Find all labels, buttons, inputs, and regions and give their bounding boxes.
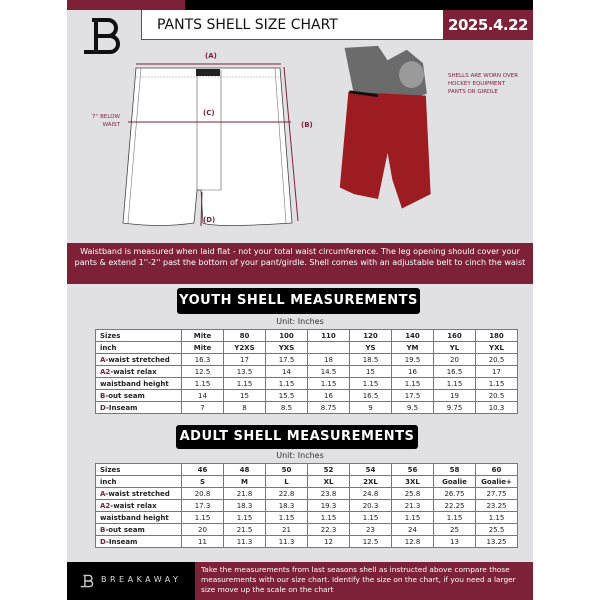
- table-row: [96, 330, 518, 342]
- table-cell: 21: [266, 524, 308, 536]
- table-cell: 12.5: [182, 366, 224, 378]
- table-row: [96, 500, 518, 512]
- table-cell: Mite: [182, 330, 224, 342]
- table-cell: 13.25: [476, 536, 518, 548]
- table-cell: 10.3: [476, 402, 518, 414]
- table-cell: 21.3: [392, 500, 434, 512]
- table-cell: 20.3: [350, 500, 392, 512]
- table-cell: 20: [182, 524, 224, 536]
- table-cell: 22.8: [266, 488, 308, 500]
- table-cell: 22.25: [434, 500, 476, 512]
- row-label: [96, 354, 182, 366]
- date-badge: 2025.4.22: [443, 10, 533, 40]
- table-cell: 26.75: [434, 488, 476, 500]
- table-row: [96, 512, 518, 524]
- row-label: [96, 378, 182, 390]
- table-cell: 9: [350, 402, 392, 414]
- breakaway-logo-icon: [82, 16, 122, 56]
- table-cell: Y2XS: [224, 342, 266, 354]
- page-title: PANTS SHELL SIZE CHART: [141, 10, 443, 40]
- table-cell: 17.5: [392, 390, 434, 402]
- table-cell: 1.15: [266, 512, 308, 524]
- table-cell: XL: [308, 476, 350, 488]
- table-cell: 1.15: [182, 512, 224, 524]
- measure-letter: D: [100, 537, 106, 546]
- table-cell: 20.8: [182, 488, 224, 500]
- table-cell: 7: [182, 402, 224, 414]
- table-cell: YM: [392, 342, 434, 354]
- table-cell: 48: [224, 464, 266, 476]
- measure-letter: A2: [100, 501, 111, 510]
- table-row: [96, 476, 518, 488]
- table-cell: Goalie+: [476, 476, 518, 488]
- label-c: (C): [203, 109, 215, 117]
- measure-letter: D: [100, 403, 106, 412]
- table-cell: 18.3: [266, 500, 308, 512]
- table-row: [96, 464, 518, 476]
- table-cell: Goalie: [434, 476, 476, 488]
- table-cell: 23.25: [476, 500, 518, 512]
- table-cell: 13: [434, 536, 476, 548]
- table-cell: 1.15: [392, 378, 434, 390]
- measure-name: -Inseam: [105, 403, 138, 412]
- table-cell: 19.3: [308, 500, 350, 512]
- table-cell: 18.3: [224, 500, 266, 512]
- table-cell: 11.3: [266, 536, 308, 548]
- table-cell: 16.5: [350, 390, 392, 402]
- table-cell: 2XL: [350, 476, 392, 488]
- row-label: [96, 390, 182, 402]
- table-row: [96, 390, 518, 402]
- table-cell: 160: [434, 330, 476, 342]
- table-cell: 120: [350, 330, 392, 342]
- table-cell: 140: [392, 330, 434, 342]
- table-row: [96, 488, 518, 500]
- table-cell: 27.75: [476, 488, 518, 500]
- table-cell: 1.15: [392, 512, 434, 524]
- table-cell: 15: [224, 390, 266, 402]
- table-cell: 8.5: [266, 402, 308, 414]
- table-cell: Mite: [182, 342, 224, 354]
- table-cell: [308, 342, 350, 354]
- label-d: (D): [203, 216, 216, 224]
- table-cell: 11.3: [224, 536, 266, 548]
- measure-name: -waist stretched: [105, 355, 170, 364]
- table-cell: 46: [182, 464, 224, 476]
- table-cell: 25.8: [392, 488, 434, 500]
- table-cell: 25: [434, 524, 476, 536]
- table-cell: 17.5: [266, 354, 308, 366]
- table-cell: 80: [224, 330, 266, 342]
- table-cell: L: [266, 476, 308, 488]
- measure-letter: A: [100, 489, 106, 498]
- worn-note: SHELLS ARE WORN OVER HOCKEY EQUIPMENT PANTS OR GIRDLE: [448, 73, 519, 95]
- table-cell: 20.5: [476, 354, 518, 366]
- table-cell: 56: [392, 464, 434, 476]
- table-cell: 16: [392, 366, 434, 378]
- table-cell: 23: [350, 524, 392, 536]
- adult-heading: ADULT SHELL MEASUREMENTS: [176, 425, 418, 449]
- table-cell: M: [224, 476, 266, 488]
- table-cell: YL: [434, 342, 476, 354]
- table-cell: 17.3: [182, 500, 224, 512]
- table-cell: S: [182, 476, 224, 488]
- footer-brand: [67, 562, 195, 600]
- table-cell: 1.15: [350, 512, 392, 524]
- label-a: (A): [205, 52, 217, 60]
- table-cell: 22.3: [308, 524, 350, 536]
- row-label: [96, 512, 182, 524]
- row-label: [96, 464, 182, 476]
- table-cell: 18.5: [350, 354, 392, 366]
- table-cell: 9.75: [434, 402, 476, 414]
- brand-name: BREAKAWAY: [101, 575, 182, 584]
- table-row: [96, 342, 518, 354]
- table-cell: 12: [308, 536, 350, 548]
- table-cell: 20.5: [476, 390, 518, 402]
- table-cell: 14: [266, 366, 308, 378]
- table-cell: 58: [434, 464, 476, 476]
- table-cell: 60: [476, 464, 518, 476]
- measure-name: inch: [100, 477, 117, 486]
- measure-letter: B: [100, 525, 106, 534]
- adult-unit: Unit: Inches: [276, 451, 324, 460]
- youth-unit: Unit: Inches: [276, 317, 324, 326]
- table-cell: 20: [434, 354, 476, 366]
- table-cell: 54: [350, 464, 392, 476]
- table-cell: 21.8: [224, 488, 266, 500]
- table-row: [96, 524, 518, 536]
- table-cell: 24: [392, 524, 434, 536]
- table-cell: 17: [476, 366, 518, 378]
- measure-name: -Inseam: [105, 537, 138, 546]
- table-cell: 19.5: [392, 354, 434, 366]
- table-cell: 18: [308, 354, 350, 366]
- table-cell: 50: [266, 464, 308, 476]
- table-cell: 15: [350, 366, 392, 378]
- measure-name: Sizes: [100, 331, 121, 340]
- measure-name: -waist stretched: [105, 489, 170, 498]
- waistband-note: Waistband is measured when laid flat - not your total waist circumference. The leg opening should cover your pants & extend 1''-2'' past the bottom of your pant/girdle. Shell comes with an adjustable belt to cinch the waist: [67, 243, 533, 284]
- measure-name: waistband height: [100, 513, 169, 522]
- table-cell: 1.15: [476, 378, 518, 390]
- row-label: [96, 402, 182, 414]
- table-cell: 1.15: [308, 512, 350, 524]
- table-cell: 16: [308, 390, 350, 402]
- table-cell: YS: [350, 342, 392, 354]
- measure-letter: B: [100, 391, 106, 400]
- below-waist-note: 7'' BELOW WAIST: [91, 114, 120, 128]
- row-label: [96, 366, 182, 378]
- table-cell: 16.3: [182, 354, 224, 366]
- table-cell: 180: [476, 330, 518, 342]
- table-cell: 110: [308, 330, 350, 342]
- table-cell: 1.15: [434, 378, 476, 390]
- table-cell: 12.5: [350, 536, 392, 548]
- youth-heading: YOUTH SHELL MEASUREMENTS: [177, 288, 420, 314]
- row-label: [96, 524, 182, 536]
- table-cell: 14.5: [308, 366, 350, 378]
- measure-name: -out seam: [105, 525, 145, 534]
- table-cell: 1.15: [476, 512, 518, 524]
- table-row: [96, 536, 518, 548]
- table-cell: 1.15: [350, 378, 392, 390]
- table-row: [96, 378, 518, 390]
- top-bar-accent: [67, 0, 185, 10]
- table-row: [96, 354, 518, 366]
- pants-diagram: [120, 50, 320, 235]
- row-label: [96, 342, 182, 354]
- table-cell: 24.8: [350, 488, 392, 500]
- measure-name: -out seam: [105, 391, 145, 400]
- youth-size-table: [95, 329, 518, 414]
- table-cell: YXS: [266, 342, 308, 354]
- table-row: [96, 366, 518, 378]
- breakaway-logo-icon: [80, 572, 94, 590]
- row-label: [96, 330, 182, 342]
- table-cell: 1.15: [224, 512, 266, 524]
- row-label: [96, 536, 182, 548]
- top-bar: [185, 0, 533, 10]
- table-cell: 1.15: [266, 378, 308, 390]
- table-cell: 17: [224, 354, 266, 366]
- row-label: [96, 500, 182, 512]
- row-label: [96, 488, 182, 500]
- measure-name: -waist relax: [110, 501, 157, 510]
- table-cell: YXL: [476, 342, 518, 354]
- measure-letter: A: [100, 355, 106, 364]
- table-cell: 25.5: [476, 524, 518, 536]
- measure-name: waistband height: [100, 379, 169, 388]
- table-cell: 19: [434, 390, 476, 402]
- row-label: [96, 476, 182, 488]
- table-row: [96, 402, 518, 414]
- table-cell: 12.8: [392, 536, 434, 548]
- table-cell: 14: [182, 390, 224, 402]
- table-cell: 13.5: [224, 366, 266, 378]
- table-cell: 3XL: [392, 476, 434, 488]
- measure-name: inch: [100, 343, 117, 352]
- footer-instructions: Take the measurements from last seasons shell as instructed above compare those measurements with our size chart. Identify the size on the chart, if you need a larger size move up the scale on the chart: [195, 562, 533, 600]
- table-cell: 8.75: [308, 402, 350, 414]
- table-cell: 1.15: [224, 378, 266, 390]
- table-cell: 9.5: [392, 402, 434, 414]
- measure-name: Sizes: [100, 465, 121, 474]
- table-cell: 15.5: [266, 390, 308, 402]
- measure-letter: A2: [100, 367, 111, 376]
- table-cell: 8: [224, 402, 266, 414]
- table-cell: 16.5: [434, 366, 476, 378]
- table-cell: 11: [182, 536, 224, 548]
- label-b: (B): [301, 121, 313, 129]
- table-cell: 21.5: [224, 524, 266, 536]
- table-cell: 1.15: [308, 378, 350, 390]
- table-cell: 1.15: [182, 378, 224, 390]
- pants-photo: [335, 42, 445, 222]
- adult-size-table: [95, 463, 518, 548]
- table-cell: 52: [308, 464, 350, 476]
- table-cell: 1.15: [434, 512, 476, 524]
- measure-name: -waist relax: [110, 367, 157, 376]
- table-cell: 23.8: [308, 488, 350, 500]
- table-cell: 100: [266, 330, 308, 342]
